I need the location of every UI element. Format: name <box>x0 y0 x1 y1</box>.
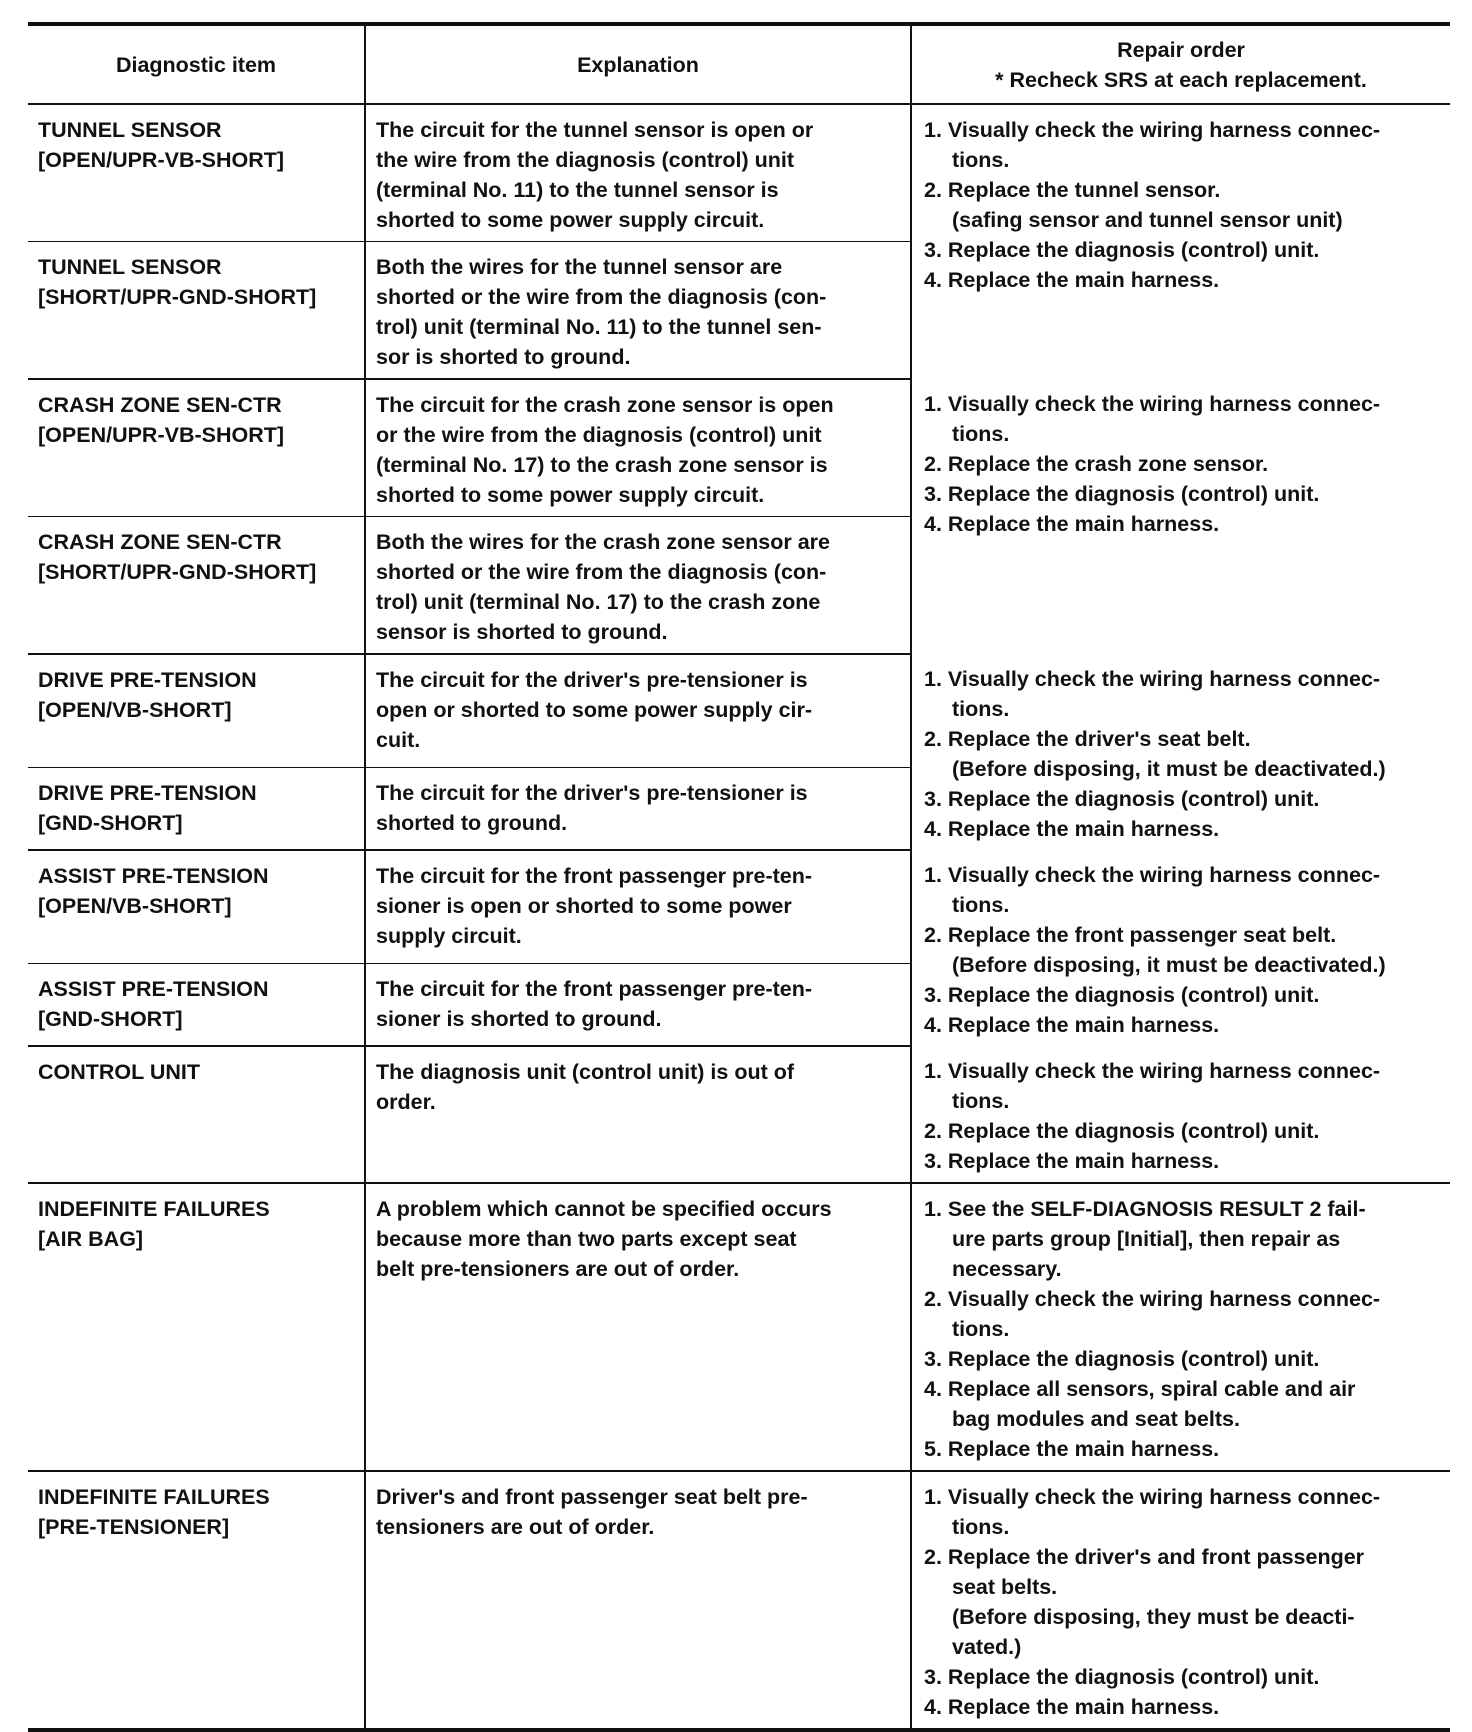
repair-step-continuation: necessary. <box>952 1257 1062 1281</box>
diagnostic-item-line: [OPEN/VB-SHORT] <box>38 894 232 918</box>
explanation-line: shorted or the wire from the diagnosis (con- <box>376 560 827 584</box>
explanation-line: The circuit for the tunnel sensor is open or <box>376 118 814 142</box>
header-explanation <box>365 24 911 104</box>
explanation-line: The circuit for the front passenger pre-ten- <box>376 977 813 1002</box>
repair-step-text: 2. Replace the driver's and front passenger <box>924 1545 1365 1569</box>
repair-step-text: 3. Replace the diagnosis (control) unit. <box>924 1665 1320 1689</box>
repair-step <box>924 1116 1438 1146</box>
explanation-line: sor is shorted to ground. <box>376 345 631 369</box>
repair-step-continuation: (Before disposing, it must be deactivated.) <box>952 953 1386 977</box>
repair-step <box>924 1010 1438 1040</box>
explanation-line: Both the wires for the crash zone sensor are <box>376 530 831 554</box>
diagnostic-table-sheet <box>28 22 1450 1732</box>
repair-step-text: 2. Replace the diagnosis (control) unit. <box>924 1119 1320 1143</box>
repair-step-continuation: (safing sensor and tunnel sensor unit) <box>952 208 1343 232</box>
repair-step-text: 3. Replace the diagnosis (control) unit. <box>924 983 1320 1007</box>
explanation-line: sensor is shorted to ground. <box>376 620 668 644</box>
repair-step <box>924 1482 1438 1542</box>
explanation-line: shorted to some power supply circuit. <box>376 208 765 232</box>
diagnostic-item-line: CRASH ZONE SEN-CTR <box>38 393 282 417</box>
diagnostic-item-line: [AIR BAG] <box>38 1227 144 1251</box>
table-row <box>28 850 1450 964</box>
repair-step-text: 2. Visually check the wiring harness connec- <box>924 1287 1381 1311</box>
repair-step-text: 3. Replace the diagnosis (control) unit. <box>924 482 1320 506</box>
repair-step-continuation: tions. <box>952 1515 1010 1539</box>
repair-step <box>924 1284 1438 1344</box>
repair-step-text: 4. Replace the main harness. <box>924 1013 1220 1037</box>
explanation-line: shorted to some power supply circuit. <box>376 483 765 507</box>
repair-step <box>924 1542 1438 1662</box>
diagnostic-item-line: [GND-SHORT] <box>38 811 183 836</box>
repair-step-continuation: tions. <box>952 148 1010 172</box>
diagnostic-item-cell <box>28 104 365 242</box>
repair-step <box>924 920 1438 980</box>
diagnostic-item-line: [PRE-TENSIONER] <box>38 1515 230 1539</box>
repair-step-text: 4. Replace the main harness. <box>924 1695 1220 1719</box>
diagnostic-item-line: CRASH ZONE SEN-CTR <box>38 530 282 554</box>
repair-step <box>924 860 1438 920</box>
explanation-cell <box>365 517 911 655</box>
explanation-line: Driver's and front passenger seat belt pre- <box>376 1485 808 1509</box>
explanation-line: The diagnosis unit (control unit) is out of <box>376 1060 795 1084</box>
repair-step-text: 1. Visually check the wiring harness connec- <box>924 118 1381 142</box>
repair-step-continuation: tions. <box>952 1317 1010 1341</box>
repair-step-text: 4. Replace the main harness. <box>924 512 1220 536</box>
repair-step-text: 2. Replace the crash zone sensor. <box>924 452 1269 476</box>
header-diagnostic-item <box>28 24 365 104</box>
table-row <box>28 654 1450 768</box>
repair-step-text: 1. Visually check the wiring harness connec- <box>924 667 1381 691</box>
diagnostic-item-cell <box>28 1471 365 1730</box>
repair-step <box>924 175 1438 235</box>
diagnostic-item-cell <box>28 768 365 850</box>
repair-step <box>924 1146 1438 1176</box>
diagnostic-item-line: [SHORT/UPR-GND-SHORT] <box>38 285 317 309</box>
explanation-line: the wire from the diagnosis (control) unit <box>376 148 795 172</box>
repair-step-continuation: seat belts. <box>952 1575 1058 1599</box>
diagnostic-item-cell <box>28 964 365 1046</box>
diagnostic-item-cell <box>28 517 365 655</box>
explanation-line: shorted or the wire from the diagnosis (con- <box>376 285 827 309</box>
repair-step-text: 4. Replace the main harness. <box>924 268 1220 292</box>
repair-step-text: 4. Replace all sensors, spiral cable and air <box>924 1377 1356 1401</box>
repair-step-continuation: bag modules and seat belts. <box>952 1407 1240 1431</box>
repair-step-text: 5. Replace the main harness. <box>924 1437 1220 1461</box>
explanation-line: open or shorted to some power supply cir- <box>376 698 813 722</box>
explanation-line: (terminal No. 11) to the tunnel sensor is <box>376 178 779 202</box>
explanation-line: Both the wires for the tunnel sensor are <box>376 255 783 279</box>
repair-step-continuation: vated.) <box>952 1635 1022 1659</box>
explanation-cell <box>365 379 911 517</box>
repair-step <box>924 814 1438 844</box>
explanation-cell <box>365 964 911 1046</box>
repair-step <box>924 1692 1438 1722</box>
diagnostic-item-line: DRIVE PRE-TENSION <box>38 781 257 806</box>
table-row <box>28 1046 1450 1183</box>
diagnostic-item-line: [OPEN/UPR-VB-SHORT] <box>38 423 285 447</box>
repair-step-text: 4. Replace the main harness. <box>924 817 1220 841</box>
diagnostic-item-cell <box>28 242 365 380</box>
repair-step-text: 2. Replace the front passenger seat belt. <box>924 923 1337 947</box>
repair-step-text: 3. Replace the diagnosis (control) unit. <box>924 787 1320 811</box>
repair-step <box>924 1434 1438 1464</box>
explanation-line: The circuit for the front passenger pre-ten- <box>376 864 813 888</box>
diagnostic-item-cell <box>28 379 365 517</box>
explanation-line: belt pre-tensioners are out of order. <box>376 1257 740 1281</box>
repair-step-text: 1. See the SELF-DIAGNOSIS RESULT 2 fail- <box>924 1197 1366 1221</box>
header-repair-order <box>911 24 1450 104</box>
repair-step <box>924 509 1438 539</box>
header-explanation-label: Explanation <box>577 52 699 77</box>
explanation-cell <box>365 1471 911 1730</box>
diagnostic-item-cell <box>28 1046 365 1183</box>
diagnostic-item-line: [OPEN/VB-SHORT] <box>38 698 232 722</box>
diagnostic-item-cell <box>28 850 365 964</box>
explanation-line: tensioners are out of order. <box>376 1515 655 1539</box>
header-item-label: Diagnostic item <box>115 52 277 77</box>
header-repair-label: Repair order <box>1117 37 1245 62</box>
explanation-line: or the wire from the diagnosis (control) unit <box>376 423 822 447</box>
repair-step <box>924 479 1438 509</box>
repair-step-text: 1. Visually check the wiring harness connec- <box>924 863 1381 887</box>
repair-order-cell <box>911 379 1450 654</box>
table-row <box>28 1471 1450 1730</box>
repair-order-cell <box>911 654 1450 850</box>
table-body <box>28 104 1450 1730</box>
diagnostic-item-line: TUNNEL SENSOR <box>38 118 222 142</box>
repair-step <box>924 664 1438 724</box>
explanation-line: trol) unit (terminal No. 17) to the crash zone <box>376 590 821 614</box>
diagnostic-item-cell <box>28 654 365 768</box>
explanation-cell <box>365 104 911 242</box>
explanation-line: trol) unit (terminal No. 11) to the tunnel sen- <box>376 315 822 339</box>
repair-step <box>924 1344 1438 1374</box>
explanation-line: The circuit for the driver's pre-tensioner is <box>376 668 808 692</box>
explanation-cell <box>365 654 911 768</box>
explanation-line: cuit. <box>376 728 421 752</box>
repair-step-text: 1. Visually check the wiring harness connec- <box>924 1059 1381 1083</box>
explanation-cell <box>365 768 911 850</box>
repair-step-text: 1. Visually check the wiring harness connec- <box>924 392 1381 416</box>
diagnostic-item-line: INDEFINITE FAILURES <box>38 1197 270 1221</box>
explanation-cell <box>365 1046 911 1183</box>
diagnostic-item-line: [GND-SHORT] <box>38 1007 183 1032</box>
explanation-line: The circuit for the driver's pre-tensioner is <box>376 781 808 806</box>
repair-order-cell <box>911 1183 1450 1471</box>
repair-step <box>924 1056 1438 1116</box>
repair-step-text: 2. Replace the tunnel sensor. <box>924 178 1221 202</box>
repair-step-text: 3. Replace the main harness. <box>924 1149 1220 1173</box>
repair-step-text: 1. Visually check the wiring harness connec- <box>924 1485 1381 1509</box>
repair-step-text: 3. Replace the diagnosis (control) unit. <box>924 238 1320 262</box>
table-header <box>28 24 1450 104</box>
diagnostic-item-line: [OPEN/UPR-VB-SHORT] <box>38 148 285 172</box>
repair-step <box>924 784 1438 814</box>
repair-step <box>924 115 1438 175</box>
repair-step-continuation: ure parts group [Initial], then repair as <box>952 1227 1341 1251</box>
repair-step-continuation: (Before disposing, it must be deactivated.) <box>952 757 1386 781</box>
explanation-line: (terminal No. 17) to the crash zone sensor is <box>376 453 828 477</box>
repair-step <box>924 265 1438 295</box>
explanation-cell <box>365 1183 911 1471</box>
explanation-line: sioner is shorted to ground. <box>376 1007 662 1032</box>
repair-step <box>924 980 1438 1010</box>
repair-step <box>924 389 1438 449</box>
repair-step <box>924 235 1438 265</box>
table-row <box>28 1183 1450 1471</box>
repair-order-cell <box>911 104 1450 379</box>
explanation-line: The circuit for the crash zone sensor is open <box>376 393 834 417</box>
diagnostic-item-line: DRIVE PRE-TENSION <box>38 668 257 692</box>
repair-step-continuation: tions. <box>952 697 1010 721</box>
header-repair-note: * Recheck SRS at each replacement. <box>995 67 1367 92</box>
repair-step <box>924 724 1438 784</box>
explanation-cell <box>365 850 911 964</box>
diagnostic-item-line: TUNNEL SENSOR <box>38 255 222 279</box>
repair-step-text: 3. Replace the diagnosis (control) unit. <box>924 1347 1320 1371</box>
table-row <box>28 379 1450 517</box>
diagnostic-item-line: CONTROL UNIT <box>38 1060 201 1084</box>
repair-step-continuation: (Before disposing, they must be deacti- <box>952 1605 1355 1629</box>
repair-step <box>924 449 1438 479</box>
explanation-line: shorted to ground. <box>376 811 568 836</box>
repair-step-continuation: tions. <box>952 422 1010 446</box>
repair-step-text: 2. Replace the driver's seat belt. <box>924 727 1251 751</box>
repair-order-cell <box>911 1046 1450 1183</box>
repair-step-continuation: tions. <box>952 1089 1010 1113</box>
explanation-line: order. <box>376 1090 436 1114</box>
diagnostic-table <box>28 22 1450 1732</box>
repair-step <box>924 1374 1438 1434</box>
explanation-line: supply circuit. <box>376 924 522 948</box>
explanation-cell <box>365 242 911 380</box>
diagnostic-item-line: [SHORT/UPR-GND-SHORT] <box>38 560 317 584</box>
diagnostic-item-cell <box>28 1183 365 1471</box>
diagnostic-item-line: ASSIST PRE-TENSION <box>38 864 269 888</box>
diagnostic-item-line: INDEFINITE FAILURES <box>38 1485 270 1509</box>
repair-order-cell <box>911 850 1450 1046</box>
explanation-line: sioner is open or shorted to some power <box>376 894 792 918</box>
explanation-line: because more than two parts except seat <box>376 1227 797 1251</box>
repair-step <box>924 1662 1438 1692</box>
repair-order-cell <box>911 1471 1450 1730</box>
repair-step-continuation: tions. <box>952 893 1010 917</box>
diagnostic-item-line: ASSIST PRE-TENSION <box>38 977 269 1002</box>
explanation-line: A problem which cannot be specified occurs <box>376 1197 832 1221</box>
table-row <box>28 104 1450 242</box>
repair-step <box>924 1194 1438 1284</box>
